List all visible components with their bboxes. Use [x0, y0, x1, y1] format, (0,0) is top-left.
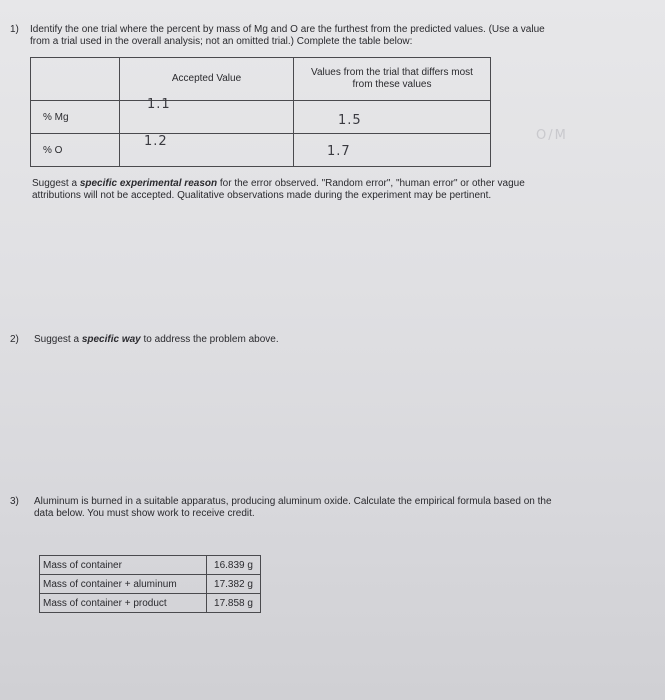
q2-emphasis: specific way: [81, 334, 141, 345]
header-trial-line-1: Values from the trial that differs most: [311, 67, 473, 78]
row-label-mg: % Mg: [31, 101, 120, 134]
table-row: [40, 556, 261, 575]
cell-accepted-mg[interactable]: [120, 101, 294, 134]
margin-note: O/M: [536, 128, 568, 143]
q2-rest: to address the problem above.: [140, 334, 279, 345]
handwritten-trial-mg: 1.5: [338, 113, 362, 128]
table-header-row: [31, 58, 491, 101]
table-row-mg: [31, 101, 491, 134]
cell-trial-o[interactable]: [294, 134, 491, 167]
mass-label-container: Mass of container: [40, 556, 207, 575]
suggest-line-2: attributions will not be accepted. Qualitative observations made during the experiment may be pertinent.: [32, 190, 492, 201]
handwritten-accepted-o: 1.2: [144, 134, 168, 149]
question-3-line-2: data below. You must show work to receive credit.: [34, 508, 255, 519]
mass-label-container-aluminum: Mass of container + aluminum: [40, 575, 207, 594]
cell-trial-mg[interactable]: [294, 101, 491, 134]
handwritten-trial-o: 1.7: [327, 144, 351, 159]
question-1-number: 1): [10, 24, 19, 35]
table-row: [40, 594, 261, 613]
header-trial-line-2: from these values: [352, 79, 432, 90]
answer-area-reason[interactable]: [30, 212, 630, 322]
question-3-line-1: Aluminum is burned in a suitable apparatus, producing aluminum oxide. Calculate the empirical formula based on the: [34, 496, 552, 507]
q2-prefix: Suggest a: [34, 334, 82, 345]
suggest-prefix: Suggest a: [32, 178, 80, 189]
suggest-reason-prompt: [32, 178, 632, 202]
answer-area-empirical-formula[interactable]: [280, 540, 650, 690]
question-1-text: [30, 24, 650, 48]
header-trial-values: [294, 58, 491, 101]
question-1-line-1: Identify the one trial where the percent by mass of Mg and O are the furthest from the predicted values. (Use a value: [30, 24, 545, 35]
row-label-o: % O: [31, 134, 120, 167]
suggest-emphasis: specific experimental reason: [79, 178, 218, 189]
question-1-line-2: from a trial used in the overall analysis; not an omitted trial.) Complete the table below:: [30, 36, 413, 47]
header-accepted-value: Accepted Value: [120, 58, 294, 101]
question-2-number: 2): [10, 334, 19, 345]
mass-value-container-product: 17.858 g: [207, 594, 261, 613]
mass-value-container-aluminum: 17.382 g: [207, 575, 261, 594]
handwritten-accepted-mg: 1.1: [147, 97, 171, 112]
suggest-rest: for the error observed. "Random error", "human error" or other vague: [217, 178, 525, 189]
table-row-o: [31, 134, 491, 167]
suggest-line-1: [32, 178, 632, 190]
aluminum-mass-table: [39, 555, 261, 613]
percent-mass-table: [30, 57, 491, 167]
question-2-text: [34, 334, 634, 346]
mass-value-container: 16.839 g: [207, 556, 261, 575]
header-blank: [31, 58, 120, 101]
answer-area-solution[interactable]: [30, 350, 630, 480]
question-3-number: 3): [10, 496, 19, 507]
question-3-text: [34, 496, 634, 520]
mass-label-container-product: Mass of container + product: [40, 594, 207, 613]
table-row: [40, 575, 261, 594]
